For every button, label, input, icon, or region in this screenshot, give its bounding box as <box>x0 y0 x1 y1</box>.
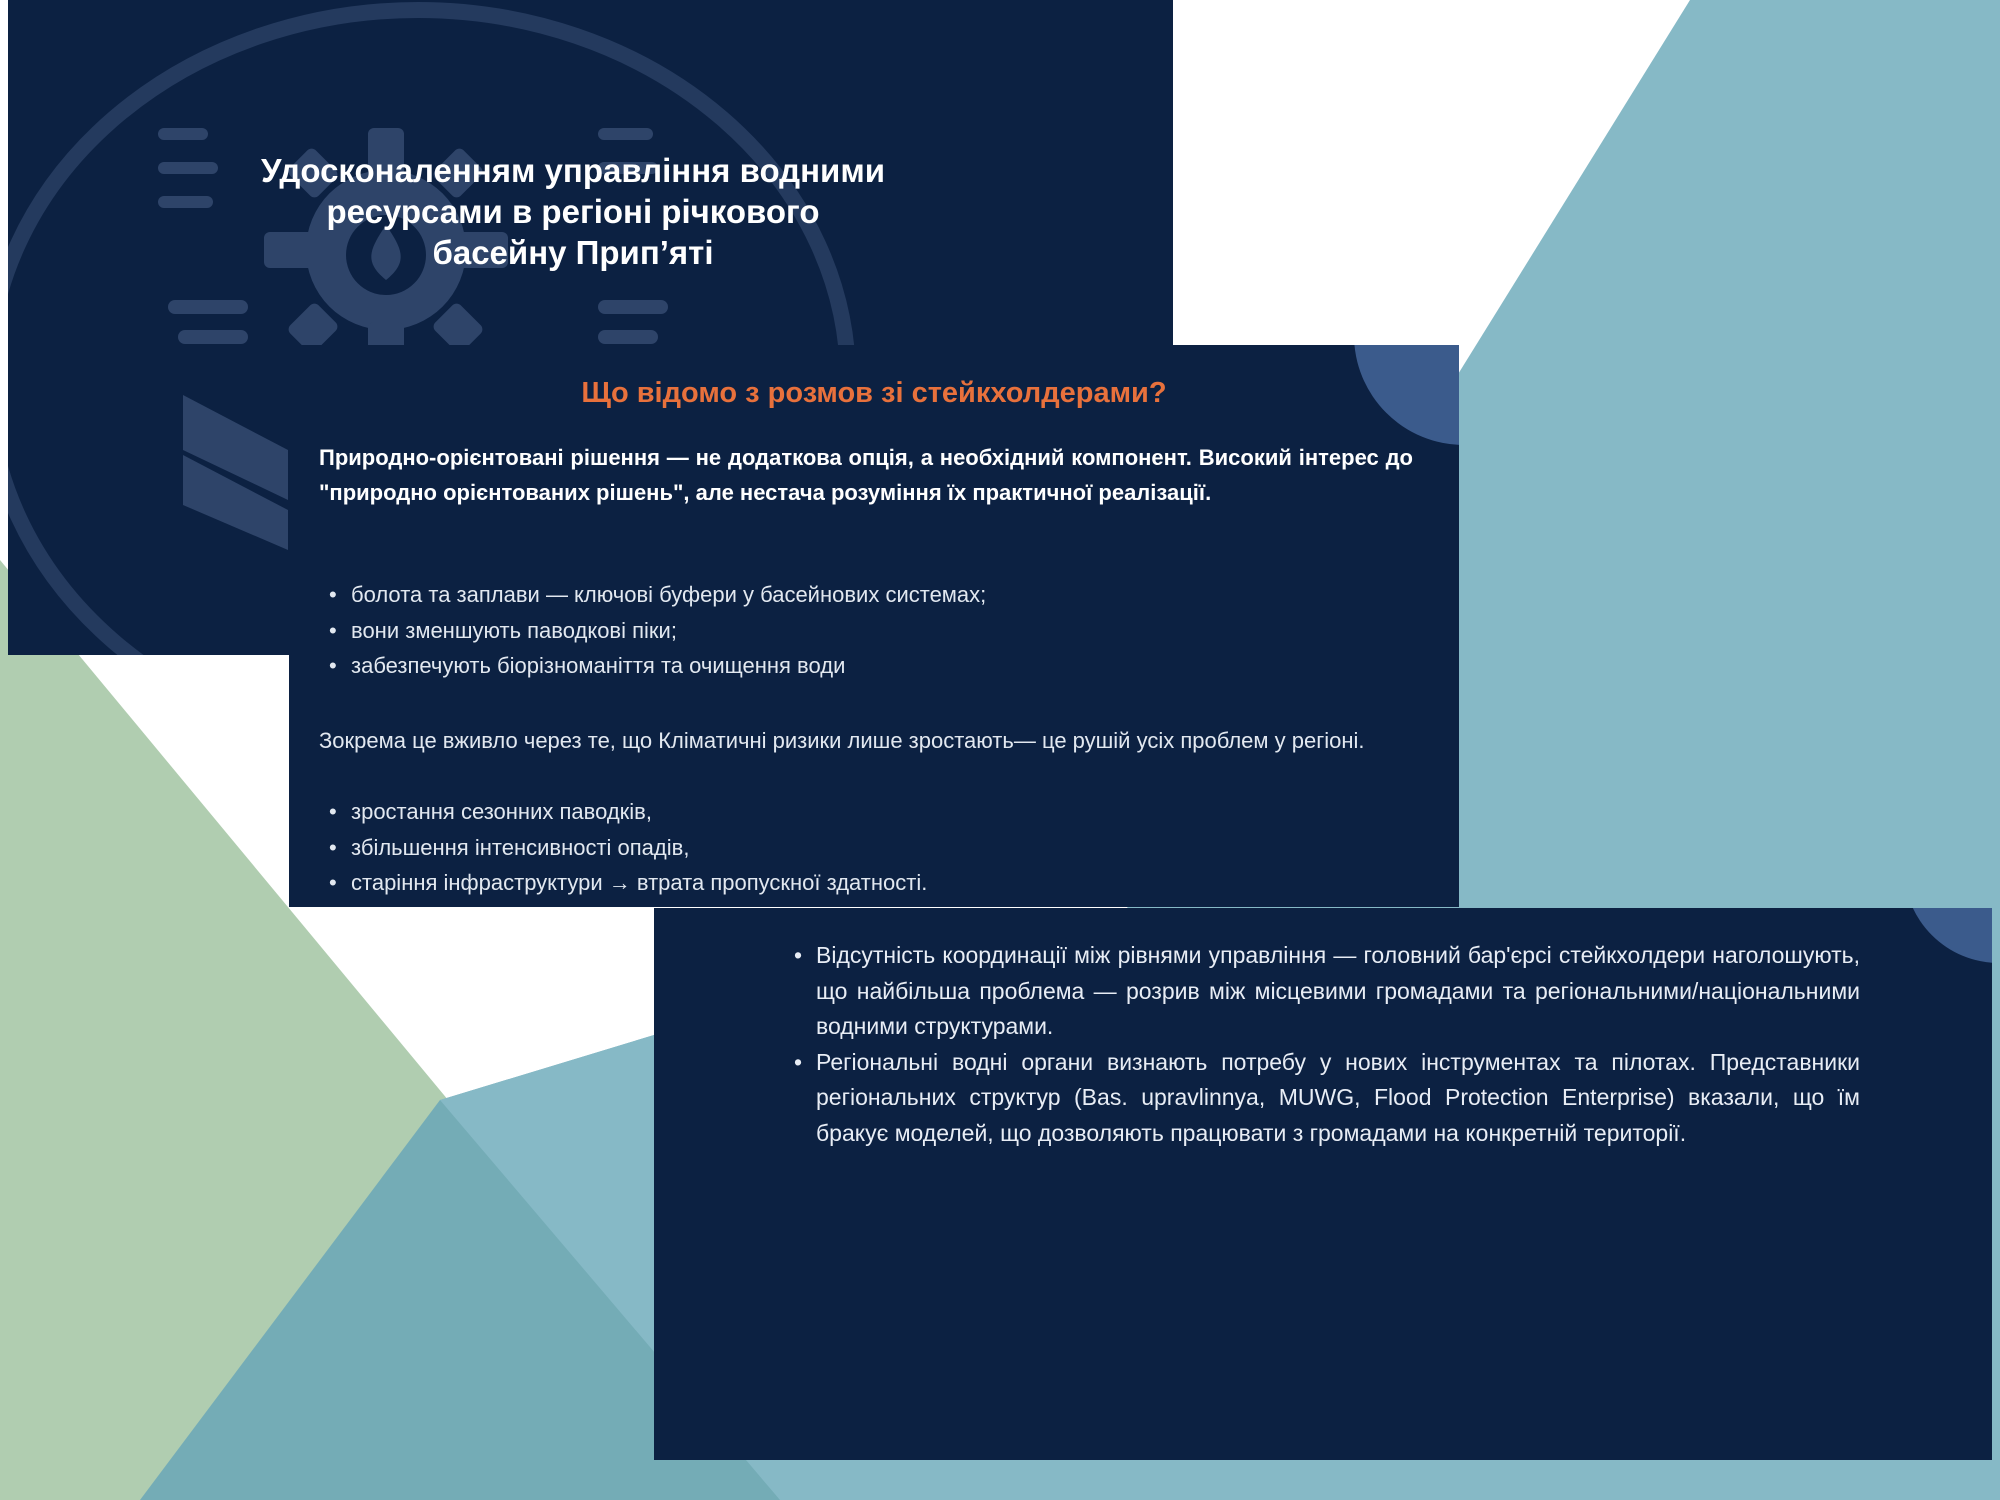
slide-stakeholders <box>289 345 1459 907</box>
climate-paragraph: Зокрема це вживло через те, що Кліматичні ризики лише зростають— це рушій усіх проблем у регіоні. <box>319 728 1365 753</box>
list-item: • болота та заплави — ключові буфери у басейнових системах; <box>329 577 1413 613</box>
list-item: • збільшення інтенсивності опадів, <box>329 830 1413 866</box>
list-item: • вони зменшують паводкові піки; <box>329 613 1413 649</box>
list-item: • Відсутність координації між рівнями управління — головний бар'єрсі стейкхолдери наголошують, що найбільша проблема — розрив між місцевими громадами та регіональними/національними водними структурами. <box>794 938 1860 1045</box>
lead-paragraph: Природно-орієнтовані рішення — не додаткова опція, а необхідний компонент. Високий інтерес до "природно орієнтованих рішень", але нестача розуміння їх практичної реалізації. <box>319 445 1413 505</box>
benefits-list <box>319 577 1413 684</box>
slide-title: Удосконаленням управління водними ресурсами в регіоні річкового басейну Прип’яті <box>260 152 886 271</box>
list-item: • старіння інфраструктури → втрата пропускної здатності. <box>329 865 1413 901</box>
risks-list <box>319 794 1413 901</box>
list-item: • Регіональні водні органи визнають потребу у нових інструментах та пілотах. Представники регіональних структур (Bas. upravlinnya, MUWG, Flood Protection Enterprise) вказали, що їм бракує моделей, що дозволяють працювати з громадами на конкретній території. <box>794 1045 1860 1152</box>
section-heading: Що відомо з розмов зі стейкхолдерами? <box>581 377 1167 409</box>
list-item: • забезпечують біорізноманіття та очищення води <box>329 648 1413 684</box>
list-item: • зростання сезонних паводків, <box>329 794 1413 830</box>
findings-list <box>794 938 1860 1151</box>
slide-coordination <box>654 908 1992 1460</box>
